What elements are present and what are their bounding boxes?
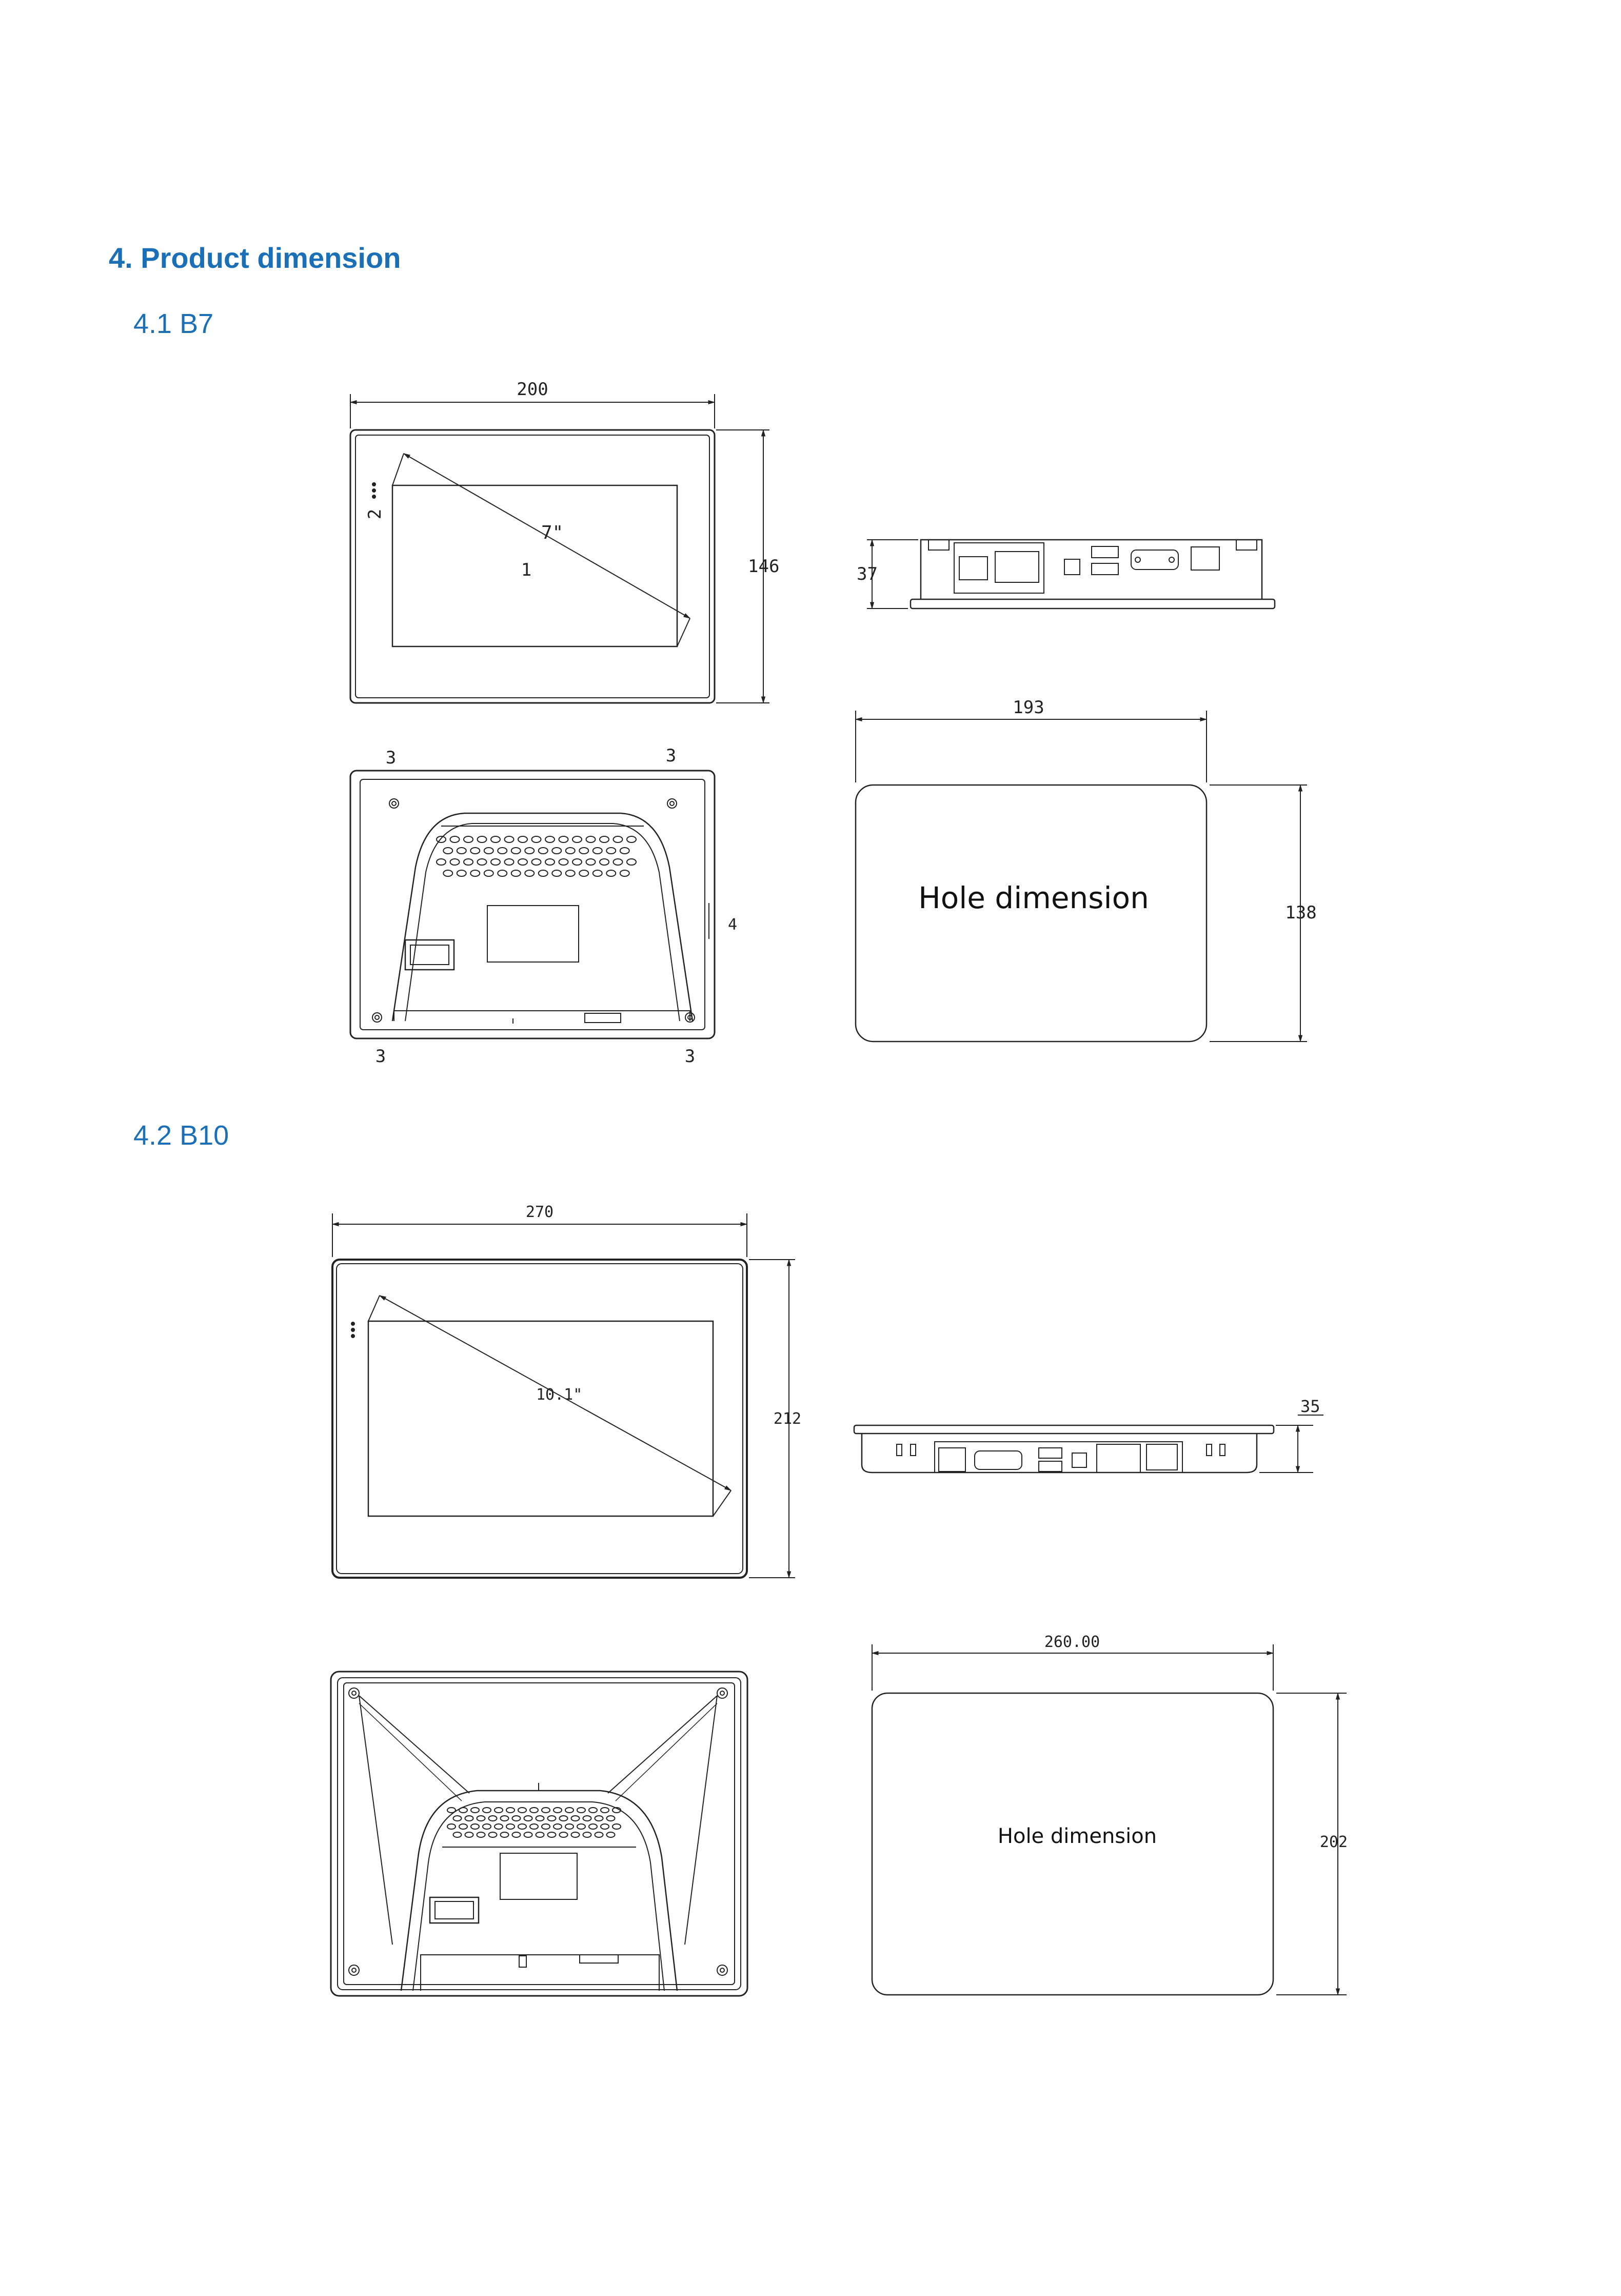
heading-b7: 4.1 B7 [133,308,214,339]
b7-rear-label-plate [487,906,579,962]
section-title: 4. Product dimension [109,242,401,274]
b7-rear-bezel-inner [360,779,705,1030]
b7-side-depth-label: 37 [857,564,878,584]
b7-rear-corner-top-left: 3 [385,748,397,768]
b7-rear-bezel-outer [350,771,715,1038]
b7-front-center-note: 1 [521,560,532,580]
b10-rear-label-plate [500,1853,577,1899]
b10-front-height-label: 212 [773,1410,802,1428]
b7-front-side-note: 2 [365,508,385,520]
b10-hole-label: Hole dimension [997,1824,1157,1848]
b7-side-reset-button [1064,559,1080,575]
b10-side-reset-button [1072,1453,1086,1467]
b10-side-ethernet-port [939,1448,965,1471]
b10-front-diagonal-label: 10.1" [536,1386,583,1404]
b7-hole-height-label: 138 [1285,902,1317,923]
b10-front-bezel-outer [332,1260,747,1578]
b7-front-bezel-inner [355,435,709,698]
b10-side-flange [854,1425,1274,1434]
b10-rear-bezel-inner [344,1683,735,1985]
b7-hole-label: Hole dimension [918,880,1149,915]
b7-rear-corner-bottom-right: 3 [684,1046,696,1067]
b7-side-terminal-block [954,543,1044,593]
b7-front-led-icon [372,482,376,499]
b10-hole-view [872,1644,1347,1995]
b10-side-terminal-block [1097,1444,1140,1473]
b7-front-height-label: 146 [748,556,780,577]
b7-front-screen [392,485,677,646]
b7-side-ethernet-port [1191,547,1219,570]
b10-rear-view [331,1672,747,1996]
b10-side-usb-port-2 [1039,1461,1062,1471]
b7-rear-connector [585,1013,621,1023]
b7-rear-side-note: 4 [727,916,738,934]
b7-front-width-label: 200 [517,379,548,400]
b7-rear-corner-bottom-left: 3 [375,1046,386,1067]
b10-front-width-label: 270 [525,1203,554,1221]
b10-front-screen [368,1321,713,1516]
b7-rear-housing [392,813,693,1021]
b10-hole-width-label: 260.00 [1044,1633,1100,1651]
b7-rear-view [350,771,715,1038]
b7-side-flange [911,599,1275,609]
b10-side-view [854,1415,1323,1473]
b10-side-depth-label: 35 [1300,1397,1320,1416]
b10-side-usb-port-1 [1039,1448,1062,1458]
b7-front-diagonal-label: 7" [541,522,564,543]
heading-b10: 4.2 B10 [133,1120,229,1151]
b7-front-bezel-outer [350,430,715,703]
b7-hole-width-label: 193 [1013,697,1044,718]
b7-side-view [867,540,1275,609]
b10-rear-connector [580,1955,618,1963]
b10-rear-vent-holes [447,1808,621,1837]
b10-side-clips [897,1444,1225,1456]
b7-side-usb-port-1 [1092,546,1118,558]
b10-side-body [862,1434,1257,1473]
b10-rear-bezel-outer [331,1672,747,1996]
b7-hole-view [856,711,1307,1042]
b10-front-led-icon [351,1322,355,1338]
b7-rear-corner-top-right: 3 [665,745,677,766]
b10-front-bezel-inner [337,1264,743,1574]
b10-hole-height-label: 202 [1319,1833,1348,1851]
b7-side-serial-port [1131,550,1178,570]
b7-front-view [350,394,769,703]
b7-side-usb-port-2 [1092,563,1118,575]
b7-rear-vent-holes [437,836,636,876]
b10-side-serial-port [975,1451,1022,1469]
